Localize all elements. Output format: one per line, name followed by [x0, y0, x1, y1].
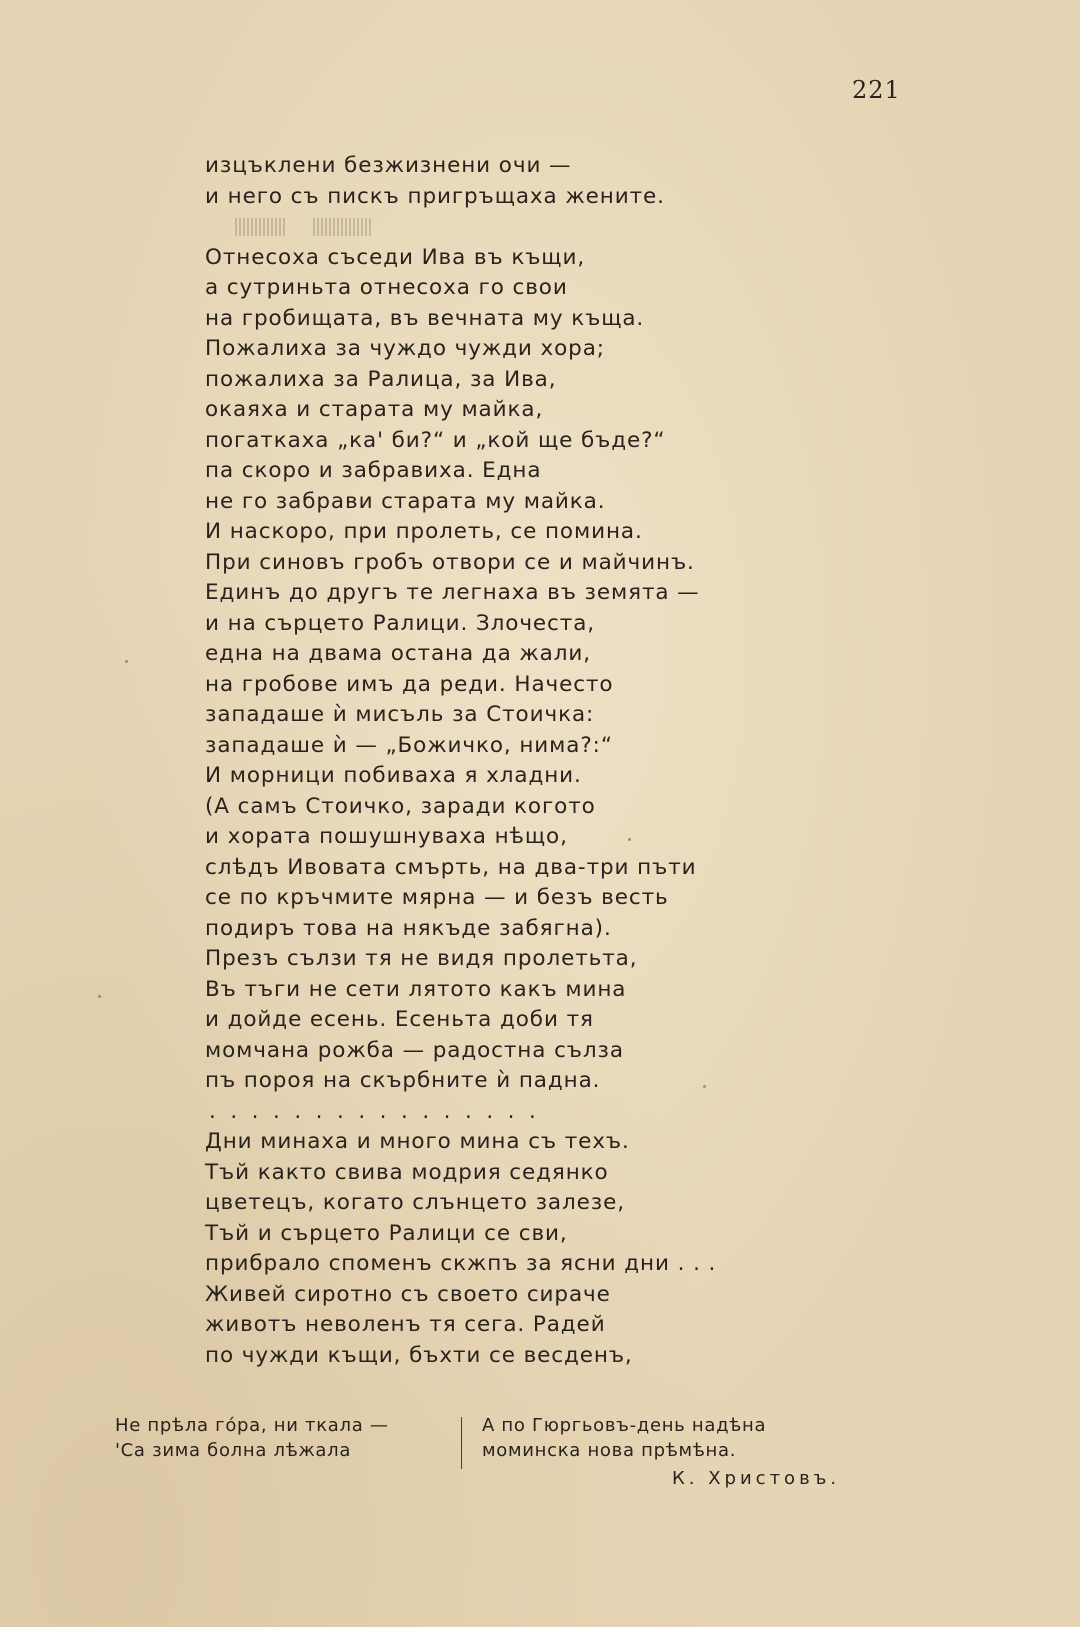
- poem-line: Дни минаха и много мина съ техъ.: [205, 1129, 630, 1154]
- poem-line: момчана рожба — радостна сълза: [205, 1037, 624, 1063]
- poem-line: пожалиха за Ралица, за Ива,: [205, 366, 557, 392]
- poem-line: изцъклени безжизнени очи —: [205, 153, 572, 178]
- poem-line: Отнесоха съседи Ива въ къщи,: [205, 244, 586, 270]
- poem-line: една на двама остана да жали,: [205, 641, 591, 666]
- poem-line: слѣдъ Ивовата смърть, на два-три пъти: [205, 854, 697, 880]
- poem-line: При синовъ гробъ отвори се и майчинъ.: [205, 549, 695, 575]
- poem-line: пъ пороя на скърбните ѝ падна.: [205, 1068, 601, 1093]
- section-separator: ................: [209, 1098, 551, 1124]
- poem-line: а сутриньта отнесоха го свои: [205, 275, 568, 300]
- poem-line: западаше ѝ мисъль за Стоичка:: [205, 702, 595, 727]
- footnote-line: моминска нова прѣмѣна.: [482, 1440, 737, 1461]
- poem-line: и на сърцето Ралици. Злочеста,: [205, 610, 596, 636]
- poem-line: окаяха и старата му майка,: [205, 397, 544, 422]
- poem-line: на гробищата, въ вечната му къща.: [205, 305, 645, 331]
- paper-speck: [628, 838, 631, 841]
- footnote: [115, 1413, 865, 1469]
- poem-line: Живей сиротно съ своето сираче: [205, 1281, 611, 1307]
- poem-line: се по кръчмите мярна — и безъ весть: [205, 885, 669, 910]
- poem-line: и него съ пискъ пригръщаха жените.: [205, 183, 665, 209]
- footnote-line: 'Са зима болна лѣжала: [115, 1440, 352, 1461]
- paper-speck: [703, 1085, 706, 1088]
- poem-line: по чужди къщи, бъхти се весденъ,: [205, 1342, 633, 1368]
- poem-line: погаткаха „ка' би?“ и „кой ще бъде?“: [205, 427, 666, 453]
- poem-line: Презъ сълзи тя не видя пролетьта,: [205, 946, 638, 971]
- poem-line: и хората пошушнуваха нѣщо,: [205, 824, 568, 849]
- paper-speck: [125, 660, 128, 663]
- footnote-right-column: [482, 1413, 862, 1469]
- footnote-line: Не прѣла гóра, ни ткала —: [115, 1415, 389, 1436]
- poem-line: Тъй както свива модрия седянко: [205, 1159, 609, 1185]
- poem-line: И морници побиваха я хладни.: [205, 763, 582, 788]
- poem-body: [205, 151, 825, 1371]
- poem-line: И наскоро, при пролеть, се помина.: [205, 519, 643, 544]
- poem-line: Единъ до другъ те легнаха въ земята —: [205, 580, 700, 605]
- poem-line: Пожалиха за чуждо чужди хора;: [205, 336, 605, 361]
- author-signature: К. Христовъ.: [672, 1468, 841, 1489]
- footnote-left-column: [115, 1413, 455, 1469]
- poem-line: и дойде есень. Есеньта доби тя: [205, 1007, 594, 1032]
- poem-line: Въ тъги не сети лятото какъ мина: [205, 976, 627, 1002]
- poem-line: (А самъ Стоичко, заради когото: [205, 793, 596, 819]
- poem-line: на гробове имъ да реди. Начесто: [205, 671, 614, 697]
- footnote-line: А по Гюргьовъ-день надѣна: [482, 1415, 767, 1436]
- paper-speck: [98, 995, 101, 998]
- poem-line: животъ неволенъ тя сега. Радей: [205, 1312, 606, 1337]
- poem-line: па скоро и забравиха. Една: [205, 458, 542, 483]
- poem-line: не го забрави старата му майка.: [205, 488, 606, 514]
- poem-line: Тъй и сърцето Ралици се сви,: [205, 1220, 568, 1246]
- poem-line: западаше ѝ — „Божичко, нима?:“: [205, 732, 613, 758]
- column-divider: [461, 1417, 462, 1469]
- poem-line: цветецъ, когато слънцето залезе,: [205, 1190, 625, 1215]
- ink-smudge: [205, 212, 825, 243]
- poem-line: подиръ това на някъде забягна).: [205, 915, 612, 941]
- poem-line: прибрало споменъ скжпъ за ясни дни . . .: [205, 1251, 717, 1276]
- page-number: 221: [852, 76, 901, 104]
